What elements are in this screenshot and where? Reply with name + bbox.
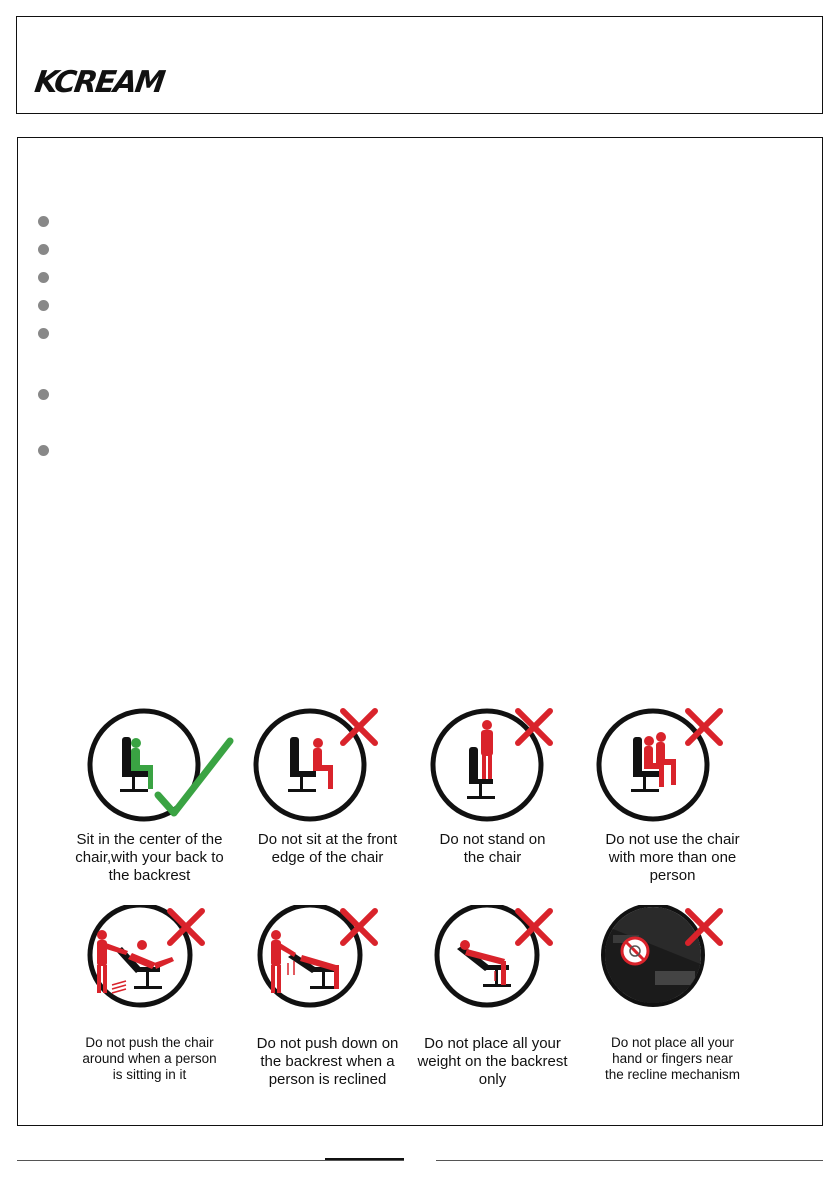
person-bad-icon: [644, 732, 676, 787]
footer-rule-left: [17, 1160, 404, 1161]
push-backrest-illustration: [240, 905, 415, 1029]
motion-lines-icon: [112, 981, 126, 993]
card-recline-mechanism: [585, 905, 760, 1083]
caption-recline-mechanism: Do not place all your hand or fingers near the recline mechanism: [604, 1035, 741, 1082]
push-around-illustration: [62, 905, 237, 1029]
sit-center-illustration: [62, 703, 237, 827]
chair-icon: [288, 737, 316, 792]
caption-stand: Do not stand on the chair: [439, 831, 546, 866]
stand-illustration: [405, 703, 580, 827]
card-weight-backrest: [405, 905, 580, 1089]
caption-weight-backrest: Do not place all your weight on the backrest only: [417, 1035, 568, 1088]
footer-rule-right: [436, 1160, 823, 1161]
bullet-5: [38, 328, 49, 339]
caption-multiple: Do not use the chair with more than one person: [605, 831, 740, 884]
front-edge-illustration: [240, 703, 415, 827]
bullet-6: [38, 389, 49, 400]
footer-rule-accent: [325, 1158, 404, 1160]
bullet-7: [38, 445, 49, 456]
caption-front-edge: Do not sit at the front edge of the chair: [257, 831, 398, 866]
card-sit-center: [62, 703, 237, 885]
card-front-edge: [240, 703, 415, 867]
card-stand: [405, 703, 580, 867]
bullet-3: [38, 272, 49, 283]
bullet-4: [38, 300, 49, 311]
card-push-backrest: [240, 905, 415, 1089]
card-multiple: [585, 703, 760, 885]
header-box: [16, 16, 823, 114]
person-bad-icon: [271, 930, 339, 993]
person-bad-icon: [313, 738, 333, 789]
person-bad-icon: [97, 930, 174, 993]
no-hand-icon: [622, 938, 648, 964]
caption-push-around: Do not push the chair around when a person is sitting in it: [82, 1035, 217, 1082]
recline-mechanism-illustration: [585, 905, 760, 1029]
person-bad-icon: [481, 720, 493, 779]
brand-logo: KCREAM: [32, 65, 166, 100]
caption-push-backrest: Do not push down on the backrest when a person is reclined: [256, 1035, 399, 1088]
caption-sit-center: Sit in the center of the chair,with your back to the backrest: [75, 831, 224, 884]
weight-backrest-illustration: [405, 905, 580, 1029]
card-push-around: [62, 905, 237, 1083]
down-arrows-icon: [288, 961, 294, 975]
bullet-1: [38, 216, 49, 227]
multiple-illustration: [585, 703, 760, 827]
bullet-2: [38, 244, 49, 255]
